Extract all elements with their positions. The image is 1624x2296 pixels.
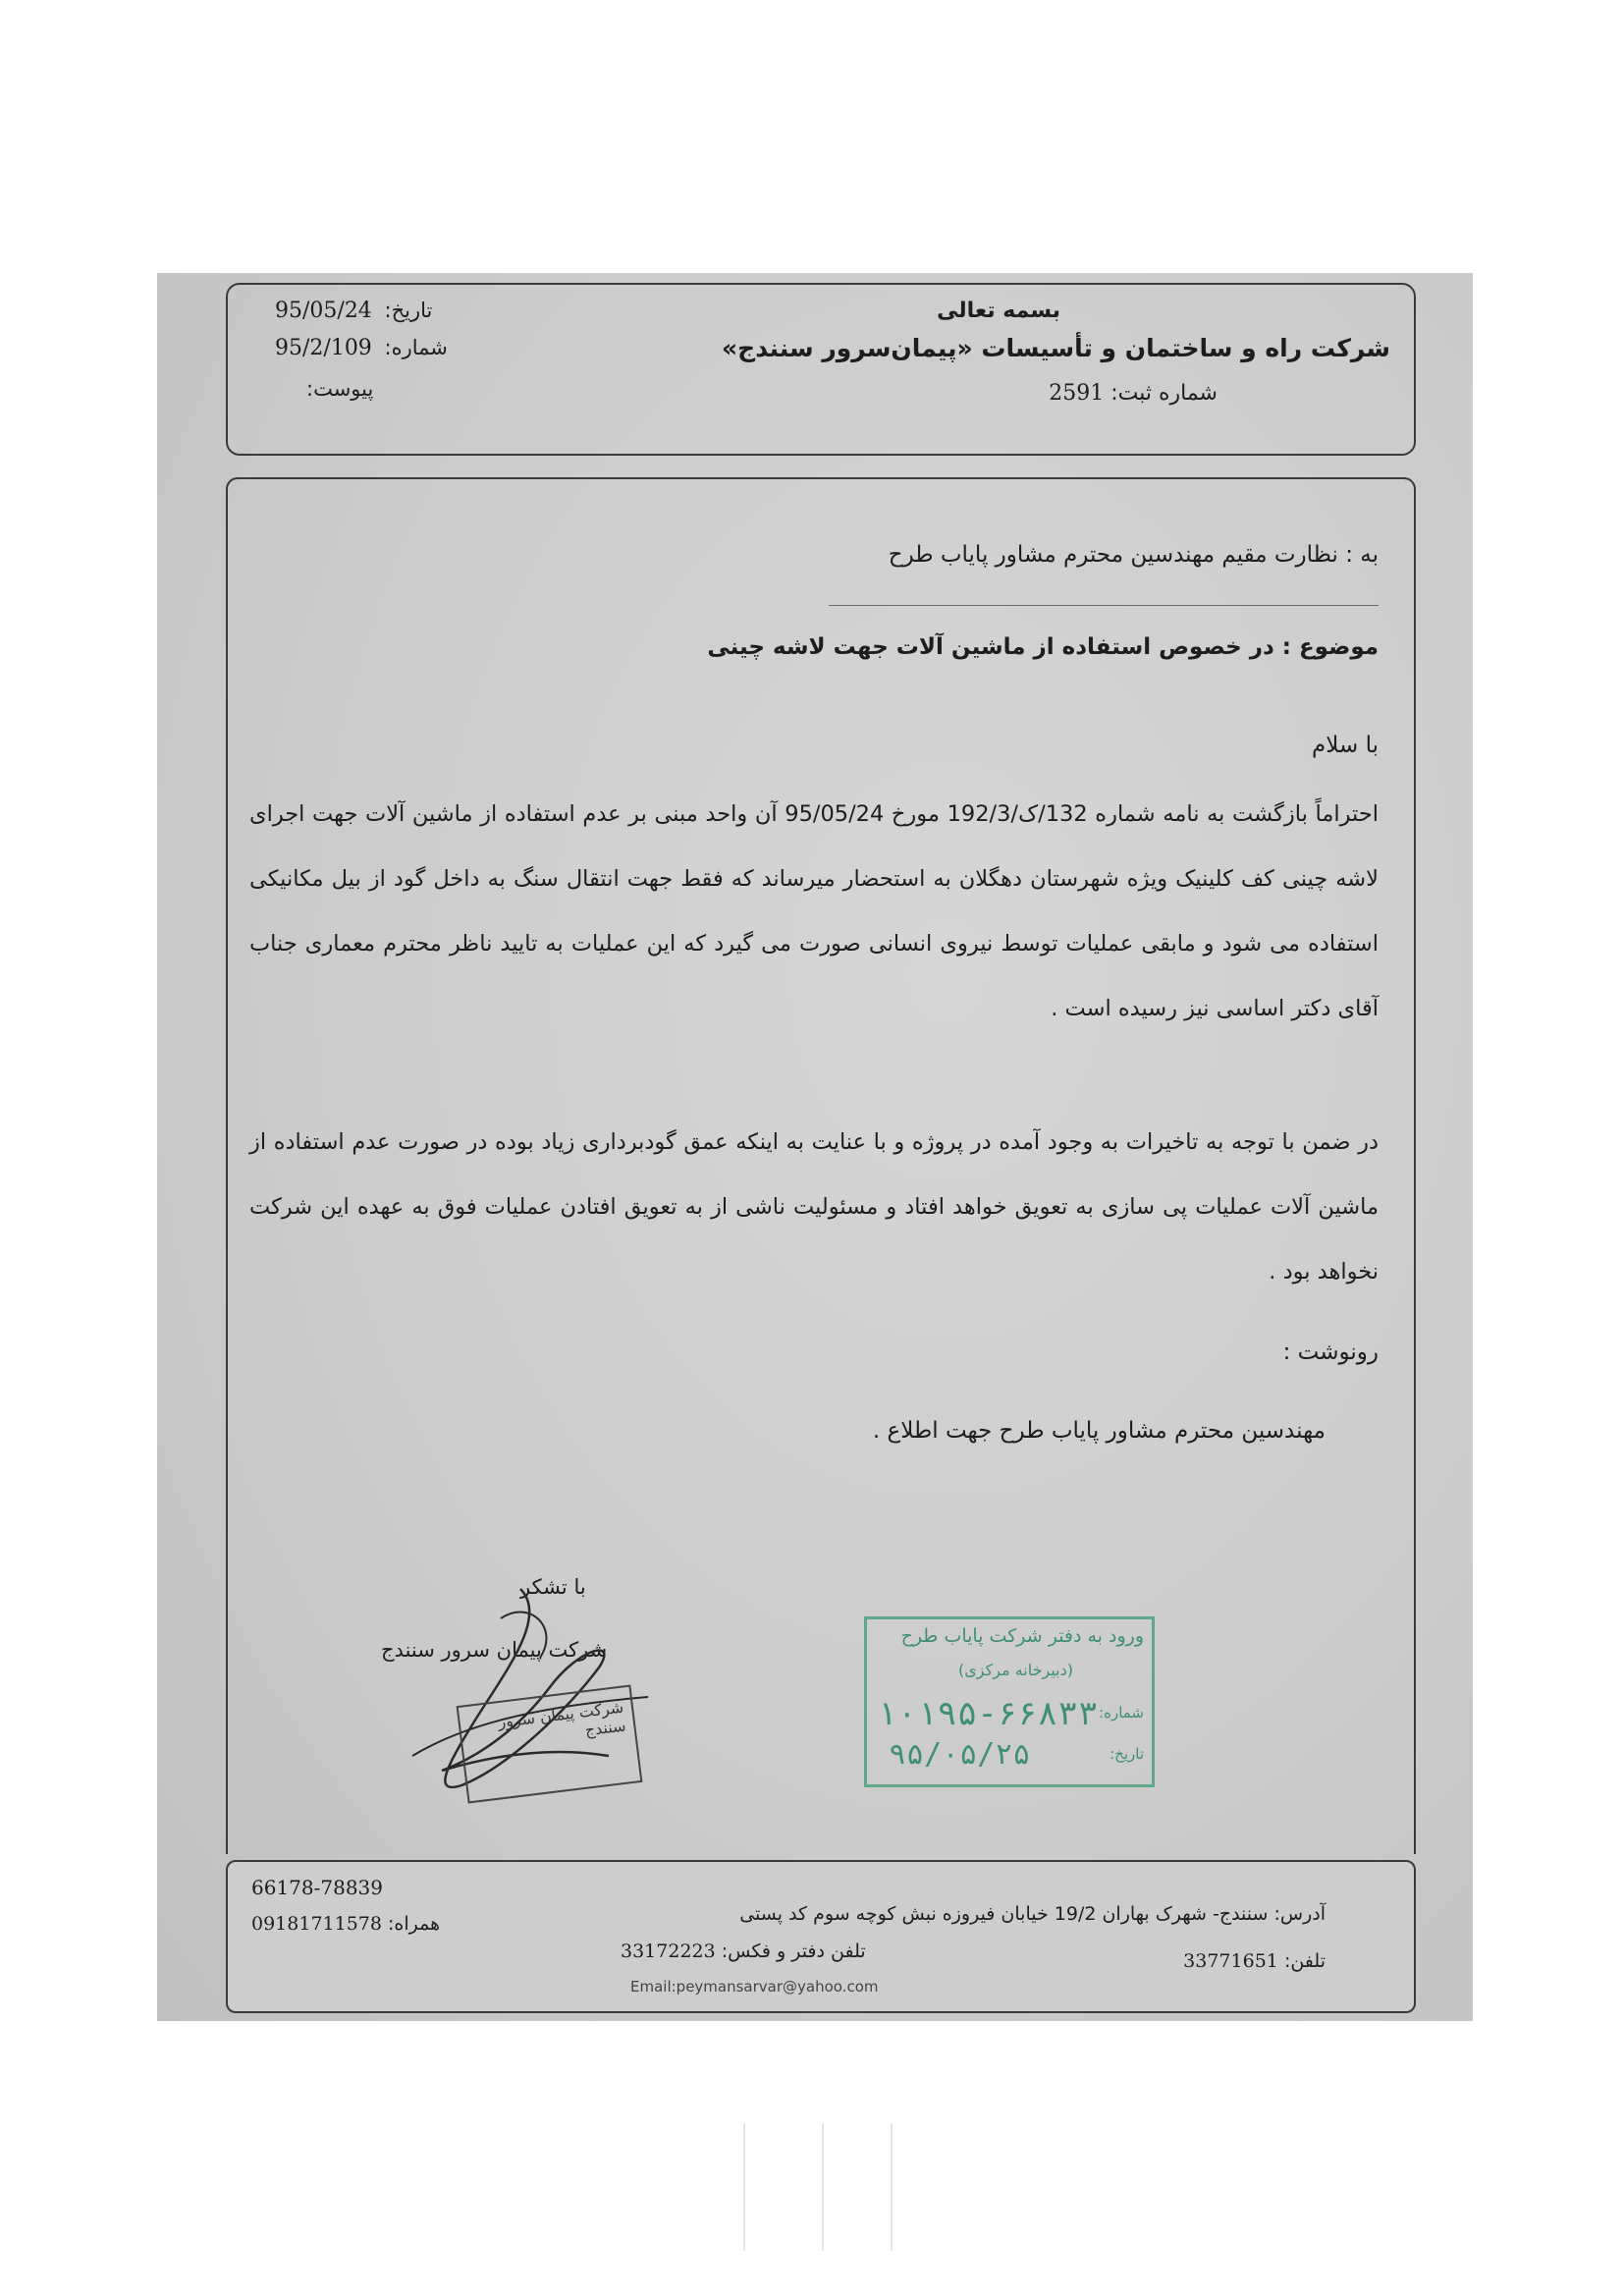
receipt-stamp <box>864 1616 1155 1787</box>
letterhead-box <box>226 283 1416 456</box>
footer-address: آدرس: سنندج- شهرک بهاران 19/2 خیابان فیروزه نبش کوچه سوم کد پستی <box>739 1903 1326 1925</box>
receipt-number-label: شماره: <box>1099 1704 1144 1722</box>
scan-artifact <box>705 2123 921 2251</box>
phone-label: تلفن: <box>1283 1950 1326 1972</box>
paragraph-main: احتراماً بازگشت به نامه شماره 132/ک/192/3 مورخ 95/05/24 آن واحد مبنی بر عدم استفاده از ماشین آلات جهت اجرای لاشه چینی کف کلینیک ویژه شهرستان دهگلان به استحضار میرساند که فقط جهت انتقال سنگ به داخل گود از بیل مکانیکی استفاده می شود و مابقی عملیات توسط نیروی انسانی صورت می گیرد که این عملیات به تایید ناظر محترم معماری جناب آقای دکتر اساسی نیز رسیده است . <box>249 801 1379 1021</box>
cc-recipient: مهندسین محترم مشاور پایاب طرح جهت اطلاع . <box>872 1418 1326 1444</box>
letterhead-footer <box>226 1860 1416 2013</box>
recipient-line: به : نظارت مقیم مهندسین محترم مشاور پایاب طرح <box>888 542 1379 568</box>
phone-number: 33771651 <box>1183 1950 1278 1972</box>
date-field <box>275 299 432 323</box>
signatory: شرکت پیمان سرور سنندج <box>381 1638 608 1662</box>
number-value: 95/2/109 <box>275 336 372 360</box>
subject-line: موضوع : در خصوص استفاده از ماشین آلات جهت لاشه چینی <box>707 634 1379 660</box>
receipt-stamp-subtitle: (دبیرخانه مرکزی) <box>958 1661 1073 1679</box>
greeting: با سلام <box>1312 733 1379 758</box>
footer-postal-code: 66178-78839 <box>251 1876 384 1899</box>
scanned-page <box>157 273 1473 2021</box>
paragraph-delay: در ضمن با توجه به تاخیرات به وجود آمده در پروژه و با عنایت به اینکه عمق گودبرداری زیاد بوده در صورت عدم استفاده از ماشین آلات عملیات پی سازی به تعویق خواهد افتاد و مسئولیت ناشی از به تعویق افتادن عملیات فوق به عهده این شرکت نخواهد بود . <box>249 1129 1379 1285</box>
receipt-date-value: ۹۵/۰۵/۲۵ <box>889 1737 1031 1772</box>
registration-label: شماره ثبت: <box>1110 381 1218 406</box>
attachment-label: پیوست: <box>306 377 374 401</box>
office-fax-label: تلفن دفتر و فکس: <box>721 1941 866 1962</box>
date-label: تاریخ: <box>384 299 433 322</box>
footer-mobile <box>251 1913 440 1935</box>
registration-number: 2591 <box>1049 381 1105 406</box>
number-label: شماره: <box>384 336 448 359</box>
footer-office-fax <box>621 1941 866 1962</box>
footer-email: Email:peymansarvar@yahoo.com <box>630 1978 879 1995</box>
footer-phone <box>1183 1950 1326 1972</box>
number-field <box>275 336 448 360</box>
company-stamp-text: شرکت پیمان سرور سنندج <box>497 1697 627 1740</box>
mobile-label: همراه: <box>388 1913 441 1935</box>
receipt-number-value: ۱۰۱۹۵-۶۶۸۳۳ <box>877 1694 1099 1733</box>
registration-line <box>1049 381 1218 406</box>
date-value: 95/05/24 <box>275 299 372 323</box>
mobile-number: 09181711578 <box>251 1913 382 1935</box>
office-fax-number: 33172223 <box>621 1941 716 1962</box>
invocation: بسمه تعالی <box>937 299 1060 323</box>
company-name: شرکت راه و ساختمان و تأسیسات «پیمان‌سرور سنندج» <box>722 334 1390 362</box>
attachment-field <box>306 377 373 401</box>
receipt-date-label: تاریخ: <box>1110 1745 1144 1763</box>
recipient-underline <box>829 605 1379 606</box>
receipt-stamp-title: ورود به دفتر شرکت پایاب طرح <box>900 1625 1144 1647</box>
cc-label: رونوشت : <box>1282 1339 1379 1365</box>
closing: با تشکر <box>520 1575 586 1599</box>
